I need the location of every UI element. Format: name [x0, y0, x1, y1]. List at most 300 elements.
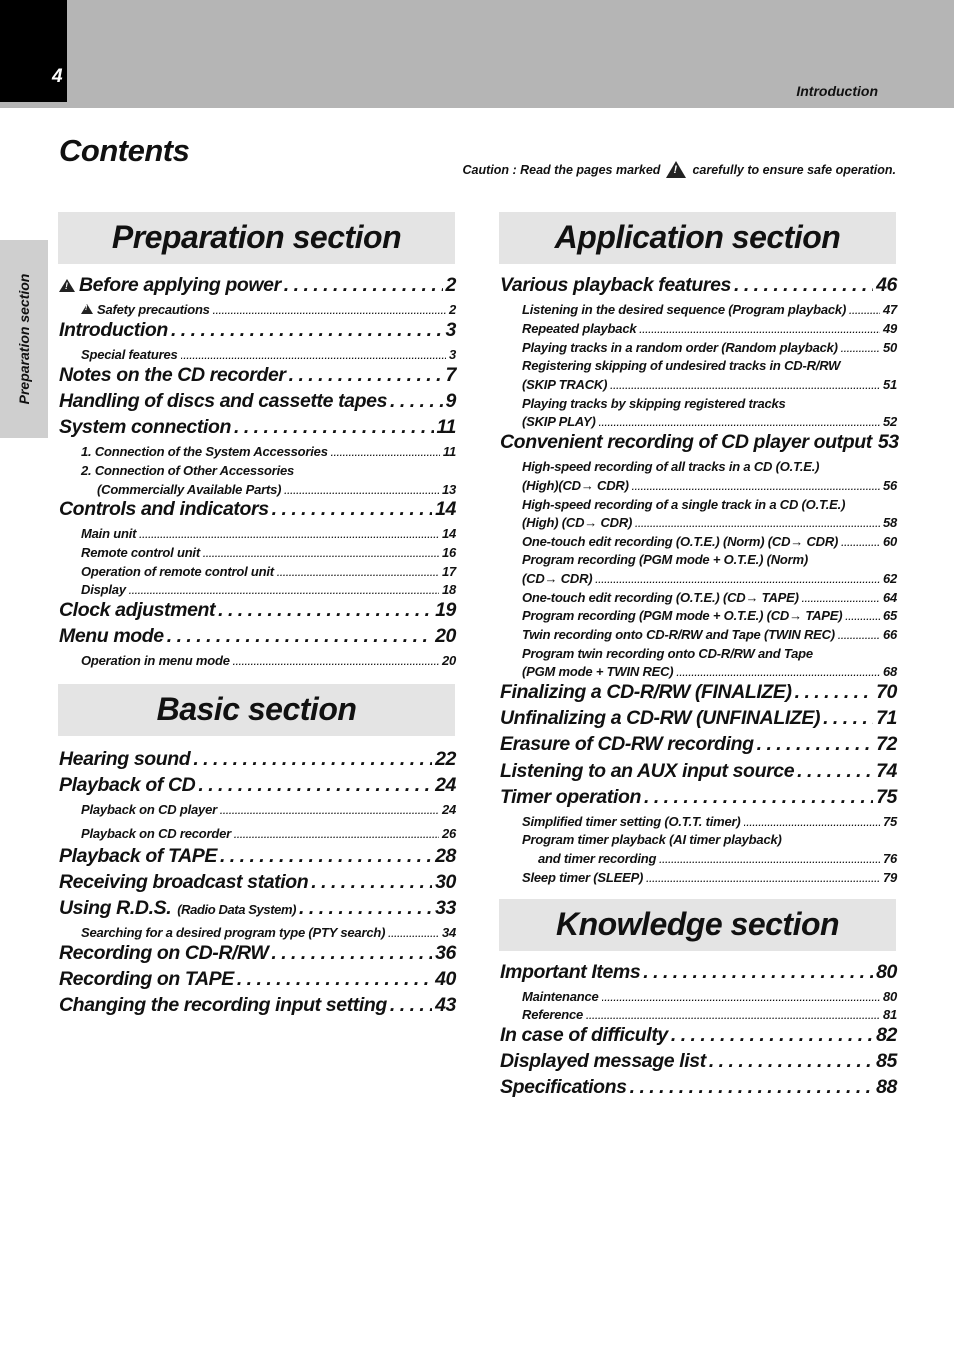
toc-entry-prep — [59, 319, 456, 342]
toc-entry-text: Recording on TAPE — [59, 968, 234, 990]
toc-entry-text: Before applying power — [79, 274, 281, 296]
toc-entry-text: Notes on the CD recorder — [59, 364, 286, 386]
dot-leader — [595, 571, 880, 583]
toc-entry-title: Program twin recording onto CD-R/RW and Tape — [522, 646, 813, 661]
toc-subentry-app — [522, 302, 897, 317]
dot-leader — [659, 851, 880, 863]
toc-entry-title — [81, 526, 136, 541]
toc-entry-title — [522, 627, 835, 642]
toc-subentry-app — [522, 552, 808, 567]
toc-entry-title — [81, 582, 126, 597]
toc-subentry-app — [522, 321, 897, 336]
toc-page-number: 11 — [436, 416, 456, 438]
toc-entry-title — [500, 1050, 706, 1073]
dot-leader — [220, 802, 439, 814]
warning-icon — [59, 279, 75, 292]
toc-subentry-prep — [81, 347, 456, 362]
toc-entry-title — [538, 851, 656, 866]
toc-entry-know — [500, 1024, 897, 1047]
toc-entry-text: 1. Connection of the System Accessories — [81, 444, 328, 459]
dot-leader — [841, 340, 880, 352]
toc-page-number: 47 — [882, 302, 897, 317]
toc-entry-title — [522, 340, 838, 355]
toc-entry-title — [81, 444, 328, 459]
toc-entry-title — [522, 814, 741, 829]
toc-page-number: 74 — [876, 760, 897, 782]
toc-entry-text: One-touch edit recording (O.T.E.) (Norm) (CD→ CDR) — [522, 534, 839, 549]
toc-entry-text: Unfinalizing a CD-RW (UNFINALIZE) — [500, 707, 821, 729]
toc-subentry-prep — [81, 582, 456, 597]
toc-page-number: 3 — [445, 319, 456, 341]
toc-entry-basic — [59, 774, 456, 797]
toc-entry-text: Receiving broadcast station — [59, 871, 309, 893]
toc-entry-title: Program recording (PGM mode + O.T.E.) (Norm) — [522, 552, 809, 567]
dot-leader — [646, 870, 880, 882]
dot-leader — [213, 302, 446, 314]
toc-page-number: 58 — [882, 515, 897, 530]
toc-entry-title — [522, 870, 643, 885]
toc-entry-prep — [59, 416, 456, 439]
toc-subentry-app — [522, 396, 786, 411]
dot-leader — [635, 515, 880, 527]
toc-entry-text: Operation of remote control unit — [81, 564, 274, 579]
dot-leader — [181, 347, 446, 359]
toc-entry-text: Various playback features — [500, 274, 731, 296]
toc-entry-title — [500, 431, 872, 454]
toc-subentry-know — [522, 1007, 897, 1022]
toc-entry-title — [522, 302, 846, 317]
dot-leader — [639, 321, 880, 333]
toc-entry-title — [81, 925, 385, 940]
toc-page-number: 11 — [442, 444, 456, 459]
toc-page-number: 53 — [877, 431, 899, 453]
toc-entry-title — [500, 733, 754, 756]
toc-subentry-app — [522, 608, 897, 623]
toc-entry-text: System connection — [59, 416, 231, 438]
toc-entry-title — [500, 707, 820, 730]
toc-entry-text: Playing tracks in a random order (Random playback) — [522, 340, 838, 355]
toc-subentry-app — [522, 832, 782, 847]
dot-leader — [630, 1076, 874, 1094]
toc-page-number: 85 — [876, 1050, 897, 1072]
toc-entry-text: (PGM mode + TWIN REC) — [522, 664, 674, 679]
toc-page-number: 3 — [448, 347, 456, 362]
toc-page-number: 64 — [882, 590, 897, 605]
toc-entry-title — [59, 845, 217, 868]
dot-leader — [234, 416, 434, 434]
toc-entry-text: (High)(CD→ CDR) — [522, 478, 629, 493]
toc-page-number: 26 — [441, 826, 456, 841]
toc-page-number: 19 — [435, 599, 456, 621]
toc-page-number: 72 — [876, 733, 897, 755]
toc-entry-text: Introduction — [59, 319, 168, 341]
toc-entry-title — [500, 760, 794, 783]
toc-entry-title — [522, 590, 799, 605]
toc-page-number: 20 — [435, 625, 456, 647]
toc-entry-text: In case of difficulty — [500, 1024, 668, 1046]
dot-leader — [271, 942, 432, 960]
dot-leader — [845, 608, 880, 620]
toc-page-number: 51 — [882, 377, 897, 392]
toc-entry-title — [59, 897, 296, 920]
dot-leader — [602, 989, 880, 1001]
caution-text-before: Caution : Read the pages marked — [462, 162, 661, 177]
toc-page-number: 68 — [882, 664, 897, 679]
toc-entry-know — [500, 1076, 897, 1099]
toc-page-number: 33 — [435, 897, 456, 919]
application-section-heading: Application section — [499, 212, 896, 264]
toc-entry-text: Playback of CD — [59, 774, 196, 796]
toc-page-number: 40 — [435, 968, 456, 990]
toc-entry-title — [59, 748, 190, 771]
toc-entry-title — [522, 1007, 583, 1022]
toc-entry-text: (SKIP PLAY) — [522, 414, 596, 429]
dot-leader — [284, 274, 443, 292]
toc-page-number: 56 — [882, 478, 897, 493]
dot-leader — [841, 534, 880, 546]
toc-entry-text: Changing the recording input setting — [59, 994, 387, 1016]
toc-page-number: 14 — [435, 498, 456, 520]
toc-page-number: 82 — [876, 1024, 897, 1046]
toc-entry-prep — [59, 498, 456, 521]
toc-subentry-app — [522, 627, 897, 642]
toc-entry-text: Playback on CD recorder — [81, 826, 232, 841]
toc-page-number: 71 — [876, 707, 897, 729]
toc-entry-text: Listening to an AUX input source — [500, 760, 795, 782]
toc-page-number: 7 — [445, 364, 456, 386]
toc-entry-title: Registering skipping of undesired tracks in CD-R/RW — [522, 358, 841, 373]
dot-leader — [198, 774, 432, 792]
dot-leader — [709, 1050, 873, 1068]
toc-subentry-prep — [97, 482, 456, 497]
toc-entry-text: Hearing sound — [59, 748, 191, 770]
toc-entry-title — [522, 664, 673, 679]
dot-leader — [390, 994, 432, 1012]
dot-leader — [167, 625, 432, 643]
dot-leader — [802, 590, 880, 602]
toc-entry-title — [59, 994, 387, 1017]
toc-entry-text: Remote control unit — [81, 545, 200, 560]
toc-entry-text: Program recording (PGM mode + O.T.E.) (CD→ TAPE) — [522, 608, 843, 623]
header-section-label: Introduction — [796, 83, 878, 99]
toc-entry-title: High-speed recording of a single track in a CD (O.T.E.) — [522, 497, 846, 512]
toc-subentry-app — [522, 414, 897, 429]
dot-leader — [237, 968, 432, 986]
toc-page-number: 34 — [441, 925, 456, 940]
toc-entry-title — [59, 599, 215, 622]
toc-page-number: 65 — [882, 608, 897, 623]
toc-entry-text: Displayed message list — [500, 1050, 706, 1072]
toc-page-number: 18 — [441, 582, 456, 597]
dot-leader — [171, 319, 443, 337]
toc-entry-app — [500, 707, 897, 730]
dot-leader — [586, 1007, 880, 1019]
toc-entry-app — [500, 681, 897, 704]
toc-page-number: 14 — [441, 526, 456, 541]
dot-leader — [289, 364, 443, 382]
dot-leader — [823, 707, 873, 725]
toc-entry-title — [59, 416, 231, 439]
toc-entry-text: Twin recording onto CD-R/RW and Tape (TWIN REC) — [522, 627, 835, 642]
toc-entry-title — [500, 961, 640, 984]
toc-subentry-basic — [81, 925, 456, 940]
toc-entry-text: Finalizing a CD-R/RW (FINALIZE) — [500, 681, 792, 703]
dot-leader — [234, 826, 439, 838]
toc-page-number: 22 — [435, 748, 456, 770]
toc-page-number: 20 — [441, 653, 456, 668]
preparation-section-heading: Preparation section — [58, 212, 455, 264]
toc-entry-title — [522, 608, 842, 623]
dot-leader — [795, 681, 873, 699]
dot-leader — [599, 414, 880, 426]
toc-page-number: 79 — [882, 870, 897, 885]
toc-entry-title: Playing tracks by skipping registered tracks — [522, 396, 786, 411]
toc-page-number: 66 — [882, 627, 897, 642]
toc-entry-text: (CD→ CDR) — [522, 571, 593, 586]
dot-leader — [203, 545, 439, 557]
toc-entry-text: Playback of TAPE — [59, 845, 217, 867]
toc-subentry-know — [522, 989, 897, 1004]
dot-leader — [390, 390, 443, 408]
dot-leader — [644, 786, 873, 804]
toc-entry-basic — [59, 748, 456, 771]
toc-entry-text: Recording on CD-R/RW — [59, 942, 269, 964]
toc-subentry-app — [522, 870, 897, 885]
dot-leader — [311, 871, 432, 889]
toc-page-number: 88 — [876, 1076, 897, 1098]
toc-page-number: 50 — [882, 340, 897, 355]
dot-leader — [284, 482, 439, 494]
toc-entry-title — [59, 968, 234, 991]
toc-subentry-app — [522, 478, 897, 493]
toc-entry-text: Handling of discs and cassette tapes — [59, 390, 388, 412]
toc-subentry-app — [522, 340, 897, 355]
toc-subentry-prep — [81, 302, 456, 317]
toc-entry-basic — [59, 994, 456, 1017]
toc-subentry-app — [522, 590, 897, 605]
dot-leader — [610, 377, 880, 389]
toc-entry-prep — [59, 599, 456, 622]
toc-page-number: 80 — [876, 961, 897, 983]
toc-entry-title — [81, 802, 217, 817]
toc-entry-text: Convenient recording of CD player output — [500, 431, 872, 453]
toc-subentry-prep — [81, 653, 456, 668]
dot-leader — [676, 664, 879, 676]
toc-entry-basic — [59, 942, 456, 965]
toc-entry-title — [500, 274, 731, 297]
toc-entry-text: Playback on CD player — [81, 802, 217, 817]
dot-leader — [129, 582, 439, 594]
toc-entry-text: Erasure of CD-RW recording — [500, 733, 754, 755]
toc-entry-title — [81, 545, 200, 560]
toc-entry-title — [522, 377, 607, 392]
toc-entry-title: High-speed recording of all tracks in a CD (O.T.E.) — [522, 459, 820, 474]
toc-entry-title — [59, 274, 281, 297]
toc-page-number: 13 — [441, 482, 456, 497]
toc-entry-text: Timer operation — [500, 786, 642, 808]
toc-subentry-basic — [81, 826, 456, 841]
toc-entry-title — [81, 826, 231, 841]
dot-leader — [744, 814, 880, 826]
toc-page-number: 2 — [448, 302, 456, 317]
toc-subentry-prep — [81, 526, 456, 541]
page-title: Contents — [59, 133, 190, 168]
dot-leader — [272, 498, 432, 516]
toc-entry-text: Clock adjustment — [59, 599, 216, 621]
toc-page-number: 17 — [441, 564, 456, 579]
toc-subentry-app — [522, 377, 897, 392]
toc-page-number: 62 — [882, 571, 897, 586]
caution-note — [462, 161, 896, 178]
toc-entry-basic — [59, 871, 456, 894]
toc-entry-prep — [59, 390, 456, 413]
page-number: 4 — [52, 66, 63, 87]
toc-entry-title — [81, 564, 274, 579]
toc-entry-title — [500, 786, 641, 809]
dot-leader — [849, 302, 880, 314]
toc-subentry-app — [522, 497, 845, 512]
toc-page-number: 81 — [882, 1007, 897, 1022]
toc-entry-title — [522, 989, 599, 1004]
toc-entry-title — [522, 571, 592, 586]
toc-entry-know — [500, 1050, 897, 1073]
dot-leader — [388, 925, 439, 937]
toc-page-number: 75 — [876, 786, 897, 808]
toc-entry-text: Using R.D.S. — [59, 897, 172, 919]
toc-entry-title — [81, 653, 230, 668]
toc-entry-title — [522, 414, 596, 429]
toc-page-number: 28 — [435, 845, 456, 867]
toc-entry-title — [97, 482, 281, 497]
caution-text-after: carefully to ensure safe operation. — [692, 162, 896, 177]
toc-entry-title — [522, 478, 629, 493]
toc-entry-title — [59, 625, 164, 648]
toc-entry-text: Menu mode — [59, 625, 164, 647]
toc-entry-title — [522, 515, 632, 530]
toc-entry-text: Repeated playback — [522, 321, 637, 336]
toc-subentry-prep — [81, 564, 456, 579]
toc-subentry-app — [538, 851, 897, 866]
toc-entry-title — [81, 347, 178, 362]
dot-leader — [299, 897, 432, 915]
warning-icon — [666, 161, 686, 178]
toc-entry-text: Special features — [81, 347, 178, 362]
toc-entry-title — [59, 942, 268, 965]
toc-entry-text: Specifications — [500, 1076, 627, 1098]
dot-leader — [220, 845, 432, 863]
dot-leader — [233, 653, 439, 665]
dot-leader — [218, 599, 432, 617]
toc-page-number: 2 — [445, 274, 456, 296]
toc-entry-note: (Radio Data System) — [177, 902, 297, 917]
toc-entry-title — [500, 1076, 627, 1099]
toc-subentry-app — [522, 646, 813, 661]
toc-entry-title — [500, 681, 792, 704]
dot-leader — [632, 478, 880, 490]
toc-entry-app — [500, 733, 897, 756]
dot-leader — [671, 1024, 873, 1042]
toc-entry-text: Searching for a desired program type (PTY search) — [81, 925, 386, 940]
toc-entry-title — [59, 871, 308, 894]
toc-page-number: 76 — [882, 851, 897, 866]
toc-entry-title — [59, 774, 195, 797]
dot-leader — [139, 526, 439, 538]
toc-entry-text: Sleep timer (SLEEP) — [522, 870, 644, 885]
toc-entry-text: (Commercially Available Parts) — [97, 482, 282, 497]
knowledge-section-heading: Knowledge section — [499, 899, 896, 951]
toc-page-number: 9 — [445, 390, 456, 412]
toc-page-number: 43 — [435, 994, 456, 1016]
dot-leader — [331, 444, 440, 456]
toc-subentry-app — [522, 814, 897, 829]
dot-leader — [643, 961, 873, 979]
toc-page-number: 49 — [882, 321, 897, 336]
toc-subentry-prep — [81, 463, 294, 478]
toc-page-number: 70 — [876, 681, 897, 703]
side-tab-label: Preparation section — [16, 273, 32, 405]
toc-page-number: 52 — [882, 414, 897, 429]
dot-leader — [193, 748, 432, 766]
toc-entry-title — [59, 364, 286, 387]
toc-entry-text: One-touch edit recording (O.T.E.) (CD→ TAPE) — [522, 590, 799, 605]
toc-entry-prep — [59, 274, 456, 297]
toc-subentry-prep — [81, 444, 456, 459]
toc-entry-basic — [59, 845, 456, 868]
toc-entry-know — [500, 961, 897, 984]
toc-subentry-app — [522, 571, 897, 586]
dot-leader — [838, 627, 880, 639]
toc-entry-basic — [59, 968, 456, 991]
toc-subentry-app — [522, 515, 897, 530]
toc-page-number: 24 — [435, 774, 456, 796]
toc-entry-text: Reference — [522, 1007, 584, 1022]
toc-subentry-prep — [81, 545, 456, 560]
toc-entry-title — [522, 534, 838, 549]
toc-entry-text: Safety precautions — [97, 302, 210, 317]
toc-entry-text: Important Items — [500, 961, 641, 983]
toc-subentry-app — [522, 534, 897, 549]
toc-page-number: 30 — [435, 871, 456, 893]
toc-page-number: 36 — [435, 942, 456, 964]
toc-page-number: 24 — [441, 802, 456, 817]
toc-entry-title — [81, 302, 210, 317]
toc-subentry-app — [522, 459, 819, 474]
dot-leader — [797, 760, 873, 778]
toc-entry-title: 2. Connection of Other Accessories — [81, 463, 295, 478]
toc-entry-title — [500, 1024, 668, 1047]
toc-entry-text: Listening in the desired sequence (Program playback) — [522, 302, 847, 317]
toc-subentry-basic — [81, 802, 456, 817]
toc-subentry-app — [522, 358, 840, 373]
toc-entry-text: Simplified timer setting (O.T.T. timer) — [522, 814, 741, 829]
toc-entry-app — [500, 786, 897, 809]
warning-icon — [81, 304, 93, 314]
toc-entry-text: Maintenance — [522, 989, 599, 1004]
toc-page-number: 16 — [441, 545, 456, 560]
toc-entry-prep — [59, 625, 456, 648]
dot-leader — [277, 564, 439, 576]
toc-entry-app — [500, 274, 897, 297]
toc-entry-text: Operation in menu mode — [81, 653, 230, 668]
toc-entry-text: Main unit — [81, 526, 137, 541]
toc-entry-text: and timer recording — [538, 851, 657, 866]
toc-entry-text: (High) (CD→ CDR) — [522, 515, 633, 530]
toc-page-number: 60 — [882, 534, 897, 549]
toc-entry-app — [500, 760, 897, 783]
toc-entry-title — [59, 319, 168, 342]
toc-entry-title — [59, 390, 387, 413]
toc-entry-app — [500, 431, 897, 454]
